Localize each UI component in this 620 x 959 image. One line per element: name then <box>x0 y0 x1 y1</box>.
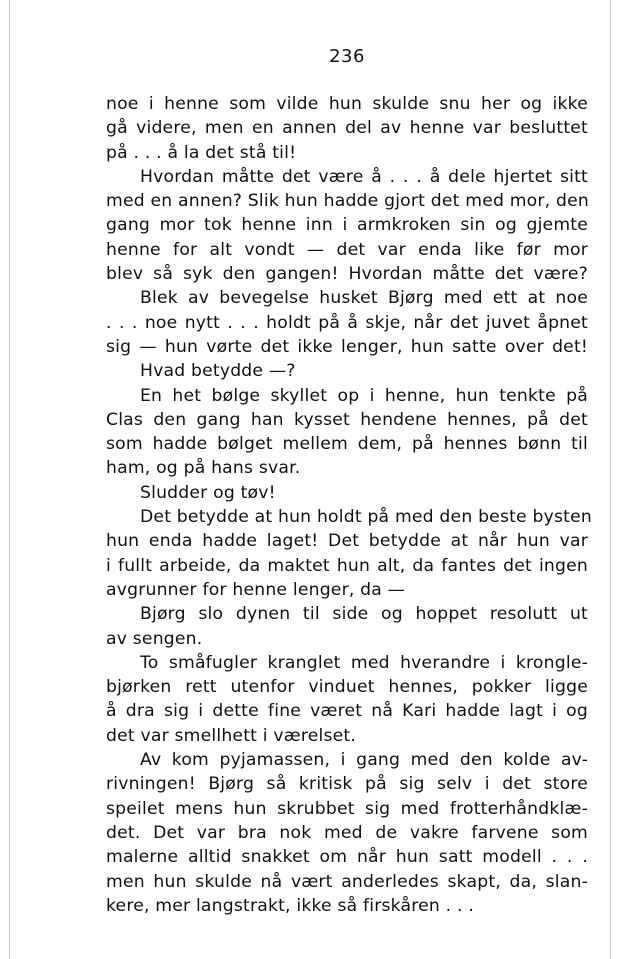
text-line: sig — hun vørte det ikke lenger, hun satte over det! <box>106 336 588 357</box>
text-line: En het bølge skyllet op i henne, hun tenkte på <box>140 385 588 406</box>
text-line: gå videre, men en annen del av henne var besluttet <box>106 118 588 139</box>
text-line: noe i henne som vilde hun skulde snu her og ikke <box>106 94 588 114</box>
text-line: i fullt arbeide, da maktet hun alt, da fantes det ingen <box>106 555 588 576</box>
text-line: av sengen. <box>106 628 203 649</box>
text-line: hun enda hadde laget! Det betydde at når hun var <box>106 531 588 552</box>
text-line: henne for alt vondt — det var enda like før mor <box>106 239 588 260</box>
text-line: blev så syk den gangen! Hvordan måtte det være? <box>106 264 588 285</box>
text-line: Clas den gang han kysset hendene hennes, på det <box>106 409 588 430</box>
text-line: Det betydde at hun holdt på med den beste bysten <box>140 507 592 528</box>
text-line: Hvad betydde —? <box>140 361 296 382</box>
text-line: det. Det var bra nok med de vakre farvene som <box>106 822 588 843</box>
text-line: ham, og på hans svar. <box>106 458 301 479</box>
text-line: Hvordan måtte det være å . . . å dele hjertet sitt <box>140 166 588 187</box>
text-line: Bjørg slo dynen til side og hoppet resolutt ut <box>140 604 588 625</box>
text-line: Sludder og tøv! <box>140 482 276 503</box>
text-line: malerne alltid snakket om når hun satt modell . . . <box>106 847 588 868</box>
text-line: . . . noe nytt . . . holdt på å skje, når det juvet åpnet <box>106 312 588 333</box>
text-line: Av kom pyjamassen, i gang med den kolde av- <box>140 750 588 771</box>
text-line: Blek av bevegelse husket Bjørg med ett at noe <box>140 288 588 309</box>
page-number: 236 <box>329 46 365 67</box>
text-line: det var smellhett i værelset. <box>106 725 357 746</box>
text-line: kere, mer langstrakt, ikke så firskåren . . . <box>106 895 474 916</box>
text-line: rivningen! Bjørg så kritisk på sig selv i det store <box>106 774 588 795</box>
text-line: men hun skulde nå vært anderledes skapt, da, slan- <box>106 871 588 892</box>
text-line: med en annen? Slik hun hadde gjort det med mor, den <box>106 191 589 212</box>
text-line: To småfugler kranglet med hverandre i krongle- <box>140 652 588 673</box>
page-edge-right <box>610 0 611 959</box>
text-line: å dra sig i dette fine været nå Kari hadde lagt i og <box>106 701 588 722</box>
text-line: avgrunner for henne lenger, da — <box>106 579 406 600</box>
text-line: som hadde bølget mellem dem, på hennes bønn til <box>106 434 588 455</box>
body-text <box>106 92 592 918</box>
text-line: på . . . å la det stå til! <box>106 142 297 163</box>
book-page <box>106 44 592 918</box>
text-line: gang mor tok henne inn i armkroken sin og gjemte <box>106 215 588 236</box>
page-edge-left <box>9 0 10 959</box>
text-line: speilet mens hun skrubbet sig med frotterhåndklæ- <box>106 798 588 819</box>
text-line: bjørken rett utenfor vinduet hennes, pokker ligge <box>106 677 588 698</box>
